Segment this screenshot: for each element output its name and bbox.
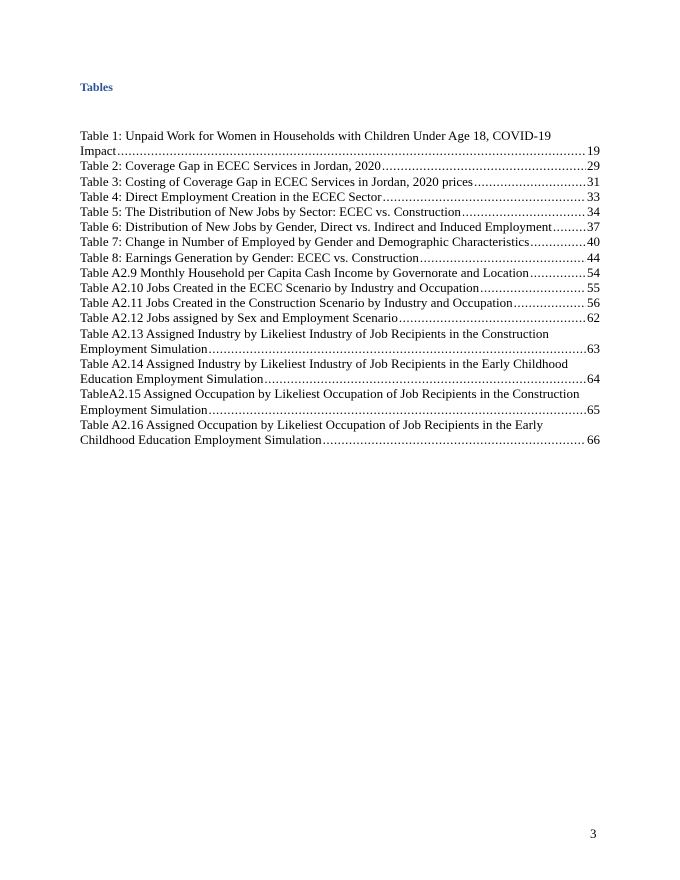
- toc-entry-page: 31: [587, 173, 600, 189]
- toc-entry-line: [80, 432, 600, 447]
- toc-entry-title: Table 3: Costing of Coverage Gap in ECEC Services in Jordan, 2020 prices: [80, 173, 473, 189]
- dot-leader: [530, 234, 586, 249]
- toc-entry[interactable]: [80, 386, 600, 416]
- toc-entry-title: Table 4: Direct Employment Creation in the ECEC Sector: [80, 188, 382, 204]
- toc-entry-page: 29: [587, 158, 600, 174]
- toc-entry-page: 62: [587, 310, 600, 326]
- toc-entry[interactable]: [80, 265, 600, 280]
- toc-entry-line: [80, 341, 600, 356]
- toc-entry-line: [80, 310, 600, 325]
- toc-entry[interactable]: [80, 295, 600, 310]
- toc-entry-title: Table A2.10 Jobs Created in the ECEC Scenario by Industry and Occupation: [80, 280, 480, 296]
- toc-entry-page: 65: [587, 401, 600, 417]
- toc-entry[interactable]: [80, 234, 600, 249]
- toc-entry-title: Table A2.12 Jobs assigned by Sex and Employment Scenario: [80, 310, 398, 326]
- toc-entry-page: 55: [587, 280, 600, 296]
- toc-entry[interactable]: [80, 204, 600, 219]
- dot-leader: [462, 204, 586, 219]
- dot-leader: [382, 158, 586, 173]
- toc-entry-title: Table A2.11 Jobs Created in the Construction Scenario by Industry and Occupation: [80, 295, 513, 311]
- section-heading-tables: Tables: [80, 80, 113, 94]
- toc-entry[interactable]: [80, 128, 600, 158]
- toc-entry[interactable]: [80, 189, 600, 204]
- page-number: 3: [590, 826, 597, 841]
- toc-entry-page: 40: [587, 234, 600, 250]
- toc-entry[interactable]: [80, 250, 600, 265]
- dot-leader: [480, 280, 586, 295]
- toc-entry-line: [80, 143, 600, 158]
- toc-entry-page: 34: [587, 204, 600, 220]
- toc-entry-title: Table 6: Distribution of New Jobs by Gender, Direct vs. Indirect and Induced Employment: [80, 219, 552, 235]
- dot-leader: [514, 295, 586, 310]
- dot-leader: [208, 341, 586, 356]
- toc-entry-line: [80, 295, 600, 310]
- toc-entry-page: 64: [587, 371, 600, 387]
- toc-entry-title-line: TableA2.15 Assigned Occupation by Likeliest Occupation of Job Recipients in the Construction: [80, 386, 580, 402]
- toc-entry[interactable]: [80, 219, 600, 234]
- toc-entry-page: 66: [587, 432, 600, 448]
- dot-leader: [399, 310, 586, 325]
- toc-entry[interactable]: [80, 310, 600, 325]
- toc-entry-line: [80, 234, 600, 249]
- toc-entry-title: Education Employment Simulation: [80, 371, 264, 387]
- toc-entry-page: 63: [587, 340, 600, 356]
- toc-entry[interactable]: [80, 158, 600, 173]
- dot-leader: [474, 174, 586, 189]
- toc-entry-title: Table 2: Coverage Gap in ECEC Services in Jordan, 2020: [80, 158, 381, 174]
- toc-entry-page: 37: [587, 219, 600, 235]
- toc-entry-line: [80, 174, 600, 189]
- toc-entry-page: 33: [587, 188, 600, 204]
- dot-leader: [264, 371, 586, 386]
- toc-entry-title: Employment Simulation: [80, 340, 208, 356]
- toc-entry-line: [80, 250, 600, 265]
- toc-entry-title: Table 7: Change in Number of Employed by Gender and Demographic Characteristics: [80, 234, 530, 250]
- dot-leader: [530, 265, 586, 280]
- dot-leader: [323, 432, 586, 447]
- dot-leader: [553, 219, 586, 234]
- toc-entry-title-line: Table A2.14 Assigned Industry by Likeliest Industry of Job Recipients in the Early Childhood: [80, 356, 568, 372]
- toc-entry-title-line: Table A2.16 Assigned Occupation by Likeliest Occupation of Job Recipients in the Early: [80, 416, 544, 432]
- toc-entry-title: Employment Simulation: [80, 401, 208, 417]
- toc-entry[interactable]: [80, 417, 600, 447]
- toc-entry[interactable]: [80, 326, 600, 356]
- toc-entry-page: 54: [587, 264, 600, 280]
- dot-leader: [117, 143, 586, 158]
- toc-entry[interactable]: [80, 174, 600, 189]
- toc-entry-line: [80, 371, 600, 386]
- toc-entry-title: Table A2.9 Monthly Household per Capita Cash Income by Governorate and Location: [80, 264, 529, 280]
- toc-entry-title: Table 5: The Distribution of New Jobs by Sector: ECEC vs. Construction: [80, 204, 461, 220]
- toc-entry-page: 19: [587, 143, 600, 159]
- toc-entry-title: Childhood Education Employment Simulation: [80, 432, 322, 448]
- toc-entry-page: 44: [587, 249, 600, 265]
- toc-entry-line: [80, 189, 600, 204]
- dot-leader: [420, 250, 586, 265]
- toc-entry-title: Table 8: Earnings Generation by Gender: ECEC vs. Construction: [80, 249, 419, 265]
- toc-entry-title-line: Table A2.13 Assigned Industry by Likeliest Industry of Job Recipients in the Construction: [80, 325, 549, 341]
- dot-leader: [208, 402, 586, 417]
- toc-entry-page: 56: [587, 295, 600, 311]
- toc-entry-title: Impact: [80, 143, 117, 159]
- toc-entry-line: [80, 402, 600, 417]
- toc-entry-line: [80, 158, 600, 173]
- dot-leader: [383, 189, 586, 204]
- toc-entry-line: [80, 204, 600, 219]
- toc-entry[interactable]: [80, 356, 600, 386]
- toc-entry-title-line: Table 1: Unpaid Work for Women in Households with Children Under Age 18, COVID-19: [80, 128, 551, 143]
- toc-entry-line: [80, 280, 600, 295]
- toc-entry-line: [80, 219, 600, 234]
- table-of-tables: [80, 128, 600, 447]
- toc-entry[interactable]: [80, 280, 600, 295]
- toc-entry-line: [80, 265, 600, 280]
